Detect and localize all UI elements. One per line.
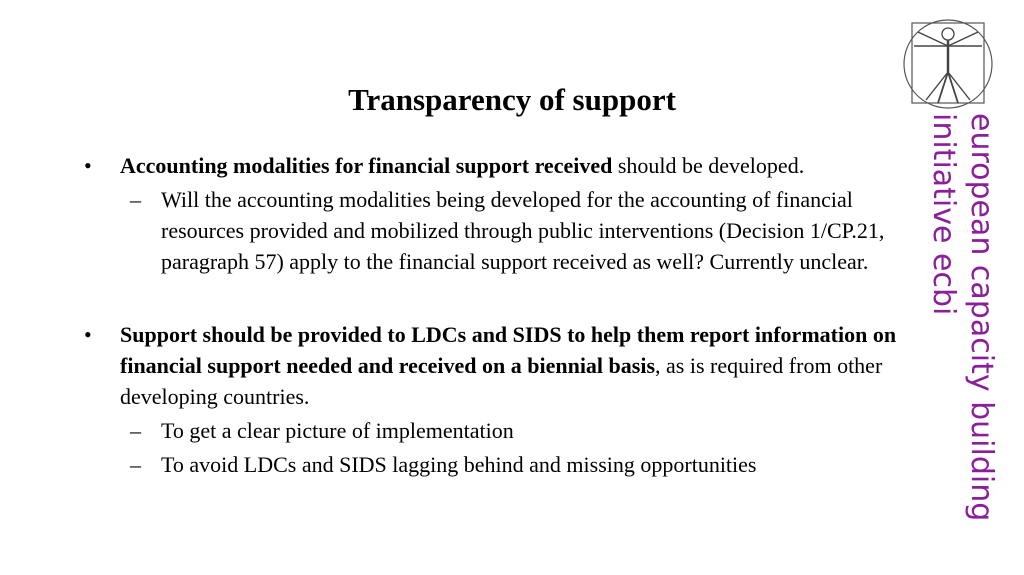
bullet-2-rest: , as is required from other developing countries.: [120, 353, 883, 409]
slide-title: Transparency of support: [348, 82, 676, 117]
bullet-list: [84, 150, 934, 480]
sub-bullet-2-1: [84, 415, 934, 446]
sub-bullet-2-2: [84, 449, 934, 480]
bullet-2-glyph: •: [84, 322, 92, 347]
bullet-2: [84, 319, 934, 412]
brand-line-2: initiative ecbi: [926, 113, 961, 316]
sub-bullet-2-2-text: To avoid LDCs and SIDS lagging behind and missing opportunities: [161, 452, 757, 477]
bullet-1-glyph: •: [84, 153, 92, 178]
bullet-1-rest: should be developed.: [612, 153, 805, 178]
sub-bullet-1-1-text: Will the accounting modalities being developed for the accounting of financial resources provided and mobilized through public interventions (Decision 1/CP.21, paragraph 57) apply to the financial support received as well? Currently unclear.: [161, 187, 885, 274]
brand-line-1: european capacity building: [964, 113, 999, 522]
bullet-1-bold: Accounting modalities for financial support received: [120, 153, 613, 178]
sub-bullet-1-1: [84, 184, 934, 277]
bullet-2-bold: Support should be provided to LDCs and SIDS to help them report information on financial support needed and received on a biennial basis: [120, 322, 897, 378]
sub-bullet-2-2-glyph: –: [130, 452, 141, 477]
ecbi-vertical-brand: [924, 113, 1000, 521]
sub-bullet-1-1-glyph: –: [130, 187, 141, 212]
bullet-1: [84, 150, 934, 181]
sub-bullet-2-1-glyph: –: [130, 418, 141, 443]
sub-bullet-2-1-text: To get a clear picture of implementation: [161, 418, 514, 443]
